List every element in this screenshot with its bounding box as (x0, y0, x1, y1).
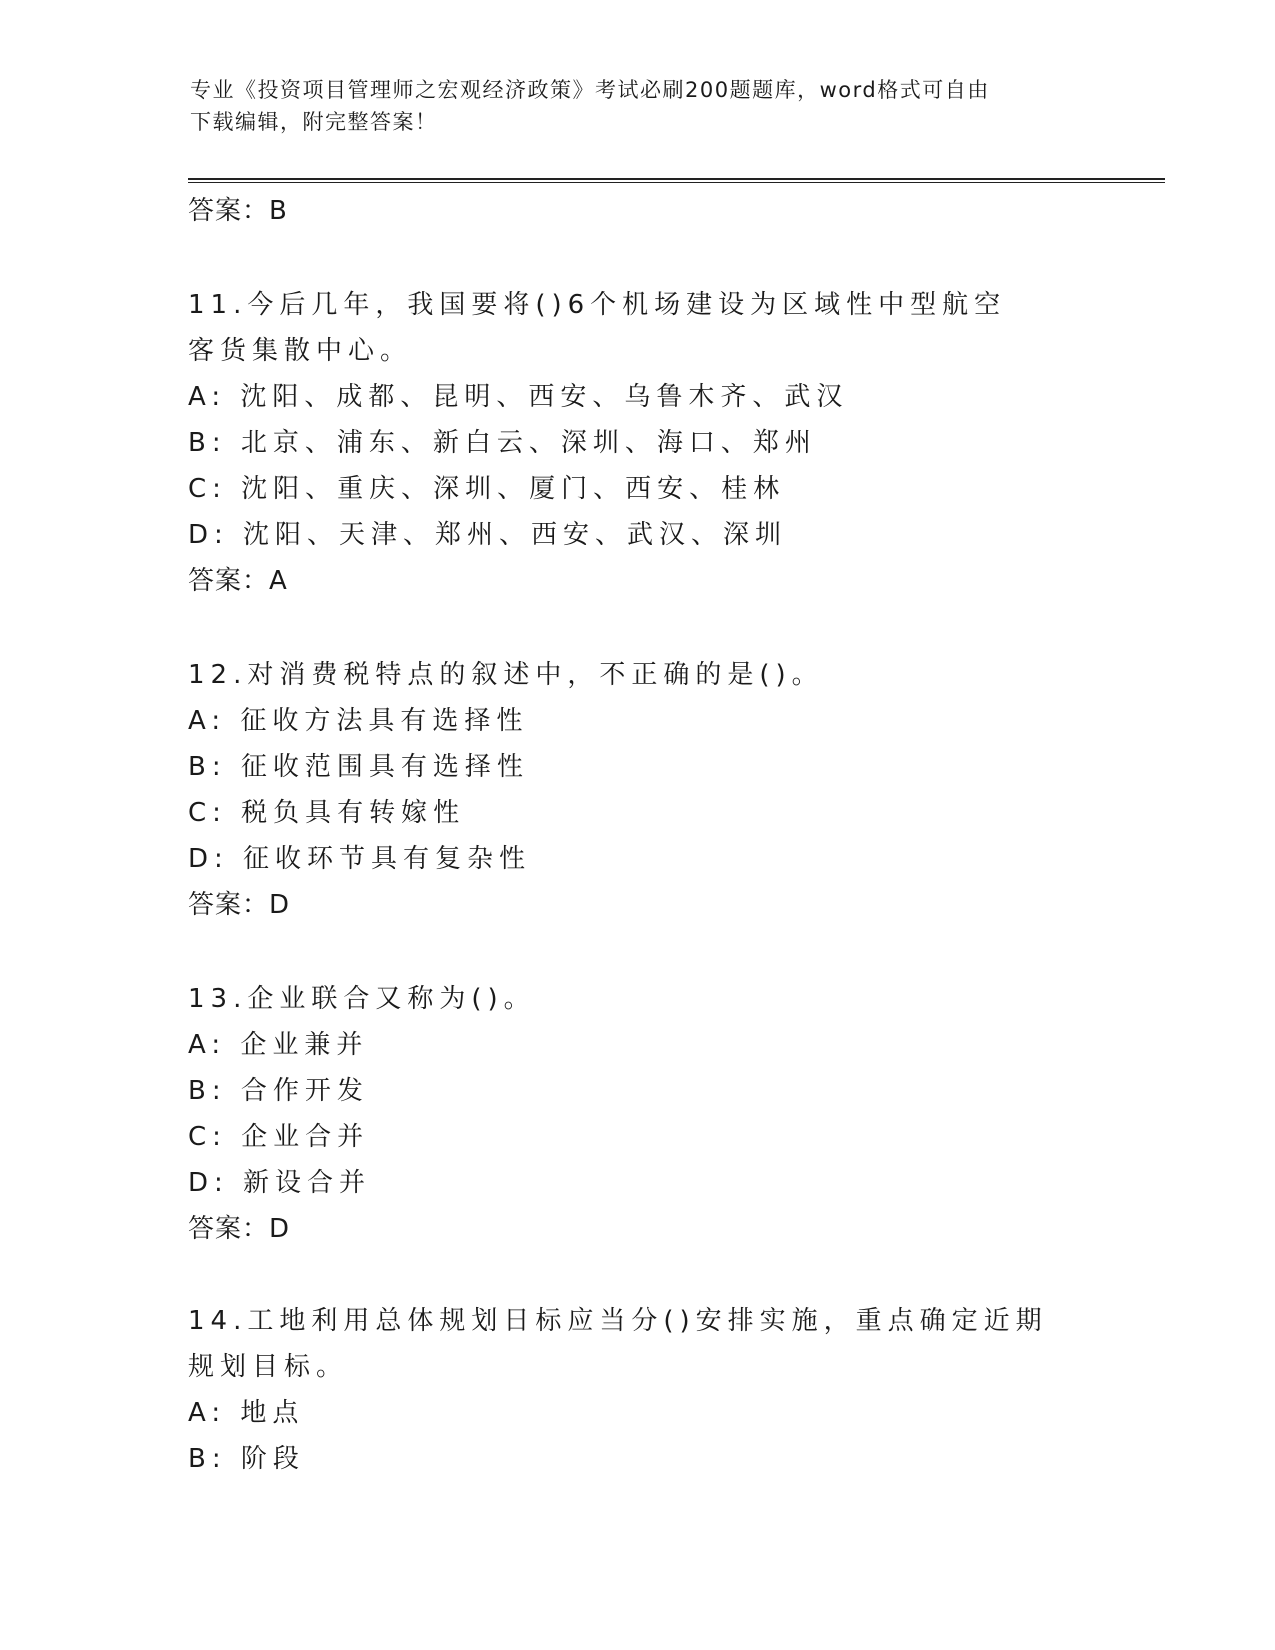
header-divider (188, 178, 1165, 183)
answer: 答案：A (188, 566, 288, 596)
option-c: C: 沈阳、重庆、深圳、厦门、西安、桂林 (188, 474, 786, 504)
document-header (190, 74, 1090, 138)
option-b: B: 合作开发 (188, 1076, 369, 1106)
option-d: D: 新设合并 (188, 1168, 372, 1198)
option-c: C: 税负具有转嫁性 (188, 798, 466, 828)
option-d: D: 沈阳、天津、郑州、西安、武汉、深圳 (188, 520, 788, 550)
question-14 (188, 1298, 1088, 1482)
option-c: C: 企业合并 (188, 1122, 370, 1152)
option-a: A: 沈阳、成都、昆明、西安、乌鲁木齐、武汉 (188, 382, 849, 412)
question-stem: 13.企业联合又称为()。 (188, 984, 536, 1014)
option-b: B: 阶段 (188, 1444, 305, 1474)
answer: 答案：D (188, 890, 291, 920)
answer-previous: 答案：B (188, 196, 288, 226)
question-stem: 14.工地利用总体规划日标应当分()安排实施，重点确定近期规划目标。 (188, 1306, 1048, 1382)
question-13 (188, 976, 1088, 1252)
header-line-1: 专业《投资项目管理师之宏观经济政策》考试必刷200题题库，word格式可自由 (190, 78, 990, 102)
question-stem: 11.今后几年，我国要将()6个机场建设为区域性中型航空客货集散中心。 (188, 290, 1007, 366)
option-a: A: 征收方法具有选择性 (188, 706, 529, 736)
header-line-2: 下载编辑，附完整答案！ (190, 110, 438, 134)
option-b: B: 北京、浦东、新白云、深圳、海口、郑州 (188, 428, 817, 458)
option-d: D: 征收环节具有复杂性 (188, 844, 532, 874)
question-list (188, 188, 1088, 1482)
option-a: A: 企业兼并 (188, 1030, 369, 1060)
question-11 (188, 282, 1088, 604)
question-12 (188, 652, 1088, 928)
answer: 答案：D (188, 1214, 291, 1244)
option-b: B: 征收范围具有选择性 (188, 752, 529, 782)
option-a: A: 地点 (188, 1398, 305, 1428)
question-stem: 12.对消费税特点的叙述中，不正确的是()。 (188, 660, 824, 690)
